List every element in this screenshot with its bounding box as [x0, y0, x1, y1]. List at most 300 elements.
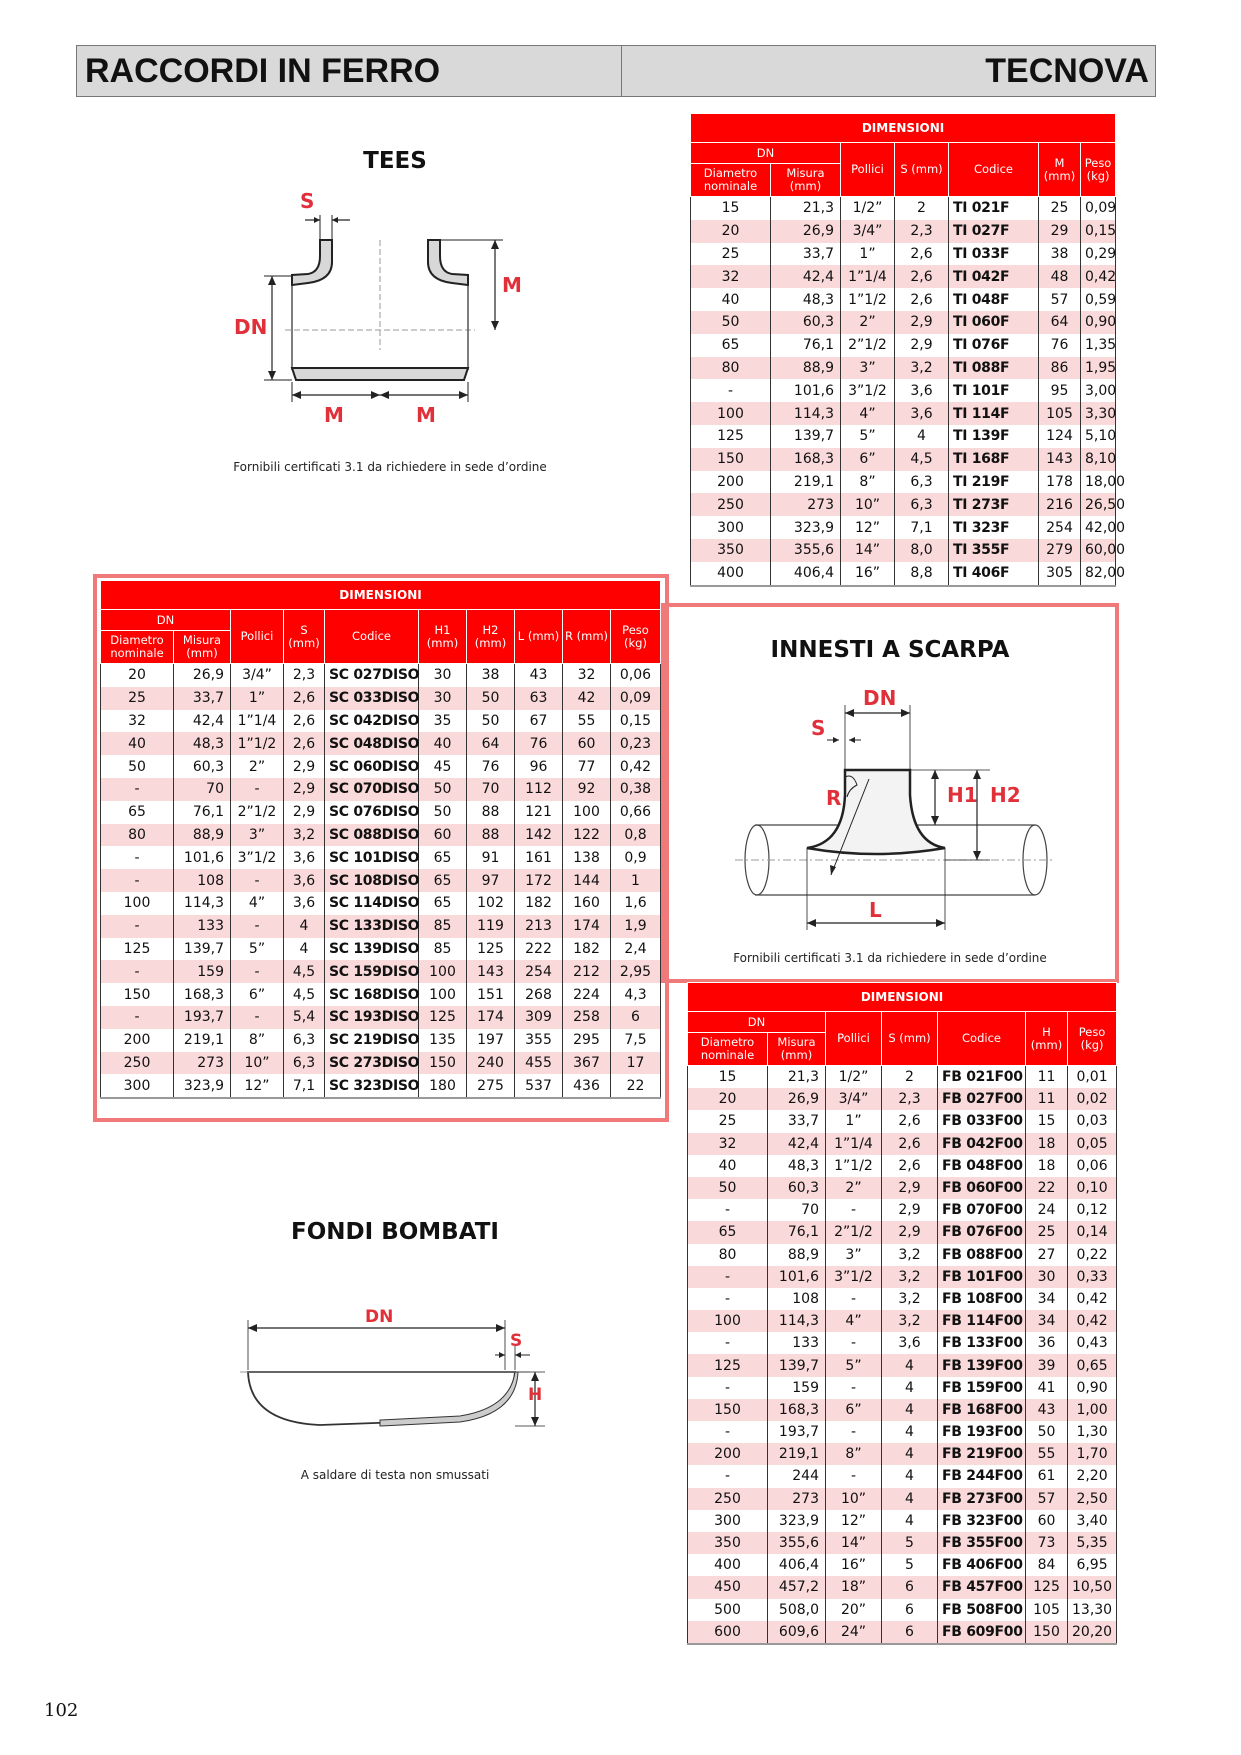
table-cell: 3,40	[1068, 1510, 1117, 1532]
table-cell: 1”1/2	[841, 288, 895, 311]
table-cell: 7,5	[611, 1029, 661, 1052]
table-cell: 2”	[826, 1177, 882, 1199]
table-cell: FB 021F00	[938, 1066, 1026, 1089]
table-cell: 108	[174, 869, 231, 892]
table-cell: 138	[563, 846, 611, 869]
table-cell: 193,7	[768, 1421, 826, 1443]
table-cell: FB 273F00	[938, 1488, 1026, 1510]
table-cell: 50	[688, 1177, 768, 1199]
table-cell: TI 076F	[949, 334, 1039, 357]
table-cell: 4	[882, 1443, 938, 1465]
table-cell: 41	[1026, 1377, 1068, 1399]
table-row	[101, 846, 661, 869]
table-cell: 57	[1026, 1488, 1068, 1510]
table-row	[688, 1199, 1117, 1221]
table-cell: 88,9	[771, 357, 841, 380]
table-cell: 125	[467, 938, 515, 961]
table-cell: 125	[691, 425, 771, 448]
table-cell: 5,10	[1081, 425, 1116, 448]
table-cell: 108	[768, 1288, 826, 1310]
table-cell: 3/4”	[826, 1088, 882, 1110]
table-cell: 6,3	[895, 493, 949, 516]
table-cell: 65	[419, 892, 467, 915]
table-cell: 2,9	[895, 311, 949, 334]
table-cell: 450	[688, 1576, 768, 1598]
table-cell: 114,3	[768, 1310, 826, 1332]
table-cell: 182	[563, 938, 611, 961]
table-cell: TI 323F	[949, 516, 1039, 539]
table-cell: 197	[467, 1029, 515, 1052]
fondi-diagram	[240, 1300, 560, 1430]
table-row	[688, 1354, 1117, 1376]
table-cell: 3/4”	[231, 664, 284, 687]
table-row	[691, 334, 1116, 357]
table-cell: 76,1	[174, 801, 231, 824]
table-row	[101, 938, 661, 961]
table-row	[688, 1532, 1117, 1554]
table-cell: 0,23	[611, 732, 661, 755]
table-cell: 57	[1039, 288, 1081, 311]
table-cell: 406,4	[771, 562, 841, 586]
tees-diagram	[220, 190, 540, 430]
table-cell: -	[231, 1006, 284, 1029]
table-cell: 174	[563, 915, 611, 938]
table-cell: TI 060F	[949, 311, 1039, 334]
table-cell: 1	[611, 869, 661, 892]
table-cell: 355	[515, 1029, 563, 1052]
table-cell: -	[826, 1332, 882, 1354]
innesti-label-l: L	[869, 898, 882, 922]
table-row	[688, 1133, 1117, 1155]
table-cell: 1”1/4	[231, 710, 284, 733]
table-cell: 8”	[231, 1029, 284, 1052]
table-cell: 455	[515, 1052, 563, 1075]
table-cell: FB 406F00	[938, 1554, 1026, 1576]
table-cell: 3/4”	[841, 220, 895, 243]
table-cell: SC 033DISO	[325, 687, 419, 710]
table-cell: 0,42	[1068, 1288, 1117, 1310]
table-cell: SC 042DISO	[325, 710, 419, 733]
table-cell: 3”	[826, 1244, 882, 1266]
table-cell: SC 060DISO	[325, 755, 419, 778]
table-cell: 0,15	[611, 710, 661, 733]
table-cell: 150	[419, 1052, 467, 1075]
table-cell: 11	[1026, 1088, 1068, 1110]
fondi-title: FONDI BOMBATI	[291, 1219, 499, 1245]
table-cell: SC 159DISO	[325, 960, 419, 983]
table-row	[691, 288, 1116, 311]
table-row	[688, 1332, 1117, 1354]
table-cell: FB 219F00	[938, 1443, 1026, 1465]
table-cell: 4	[895, 425, 949, 448]
table-cell: 2,9	[284, 801, 325, 824]
table-cell: 1”	[231, 687, 284, 710]
table-cell: SC 088DISO	[325, 824, 419, 847]
table-cell: 6”	[826, 1399, 882, 1421]
table-cell: SC 168DISO	[325, 983, 419, 1006]
table-cell: -	[231, 869, 284, 892]
table-cell: 42,4	[768, 1133, 826, 1155]
table-cell: 65	[419, 869, 467, 892]
table-cell: 24	[1026, 1199, 1068, 1221]
table-cell: 139,7	[771, 425, 841, 448]
table-cell: 100	[101, 892, 174, 915]
table-cell: 0,65	[1068, 1354, 1117, 1376]
fondi-table-body	[688, 1066, 1117, 1644]
table-cell: 143	[467, 960, 515, 983]
table-cell: 172	[515, 869, 563, 892]
table-cell: 30	[419, 687, 467, 710]
table-cell: 180	[419, 1074, 467, 1098]
table-cell: 5,4	[284, 1006, 325, 1029]
table-cell: 50	[419, 778, 467, 801]
table-cell: 268	[515, 983, 563, 1006]
table-cell: 150	[101, 983, 174, 1006]
table-cell: 8,10	[1081, 448, 1116, 471]
tees-table-body	[691, 197, 1126, 586]
table-cell: FB 139F00	[938, 1354, 1026, 1376]
table-cell: 4,5	[284, 960, 325, 983]
table-cell: 96	[515, 755, 563, 778]
tees-label-m-vertical: M	[502, 273, 522, 297]
table-cell: SC 108DISO	[325, 869, 419, 892]
table-cell: 6,3	[284, 1052, 325, 1075]
table-row	[101, 983, 661, 1006]
fondi-table	[687, 982, 1117, 1645]
table-cell: 12”	[826, 1510, 882, 1532]
table-cell: 48,3	[768, 1155, 826, 1177]
header-title: RACCORDI IN FERRO	[77, 46, 622, 96]
table-row	[691, 197, 1116, 220]
table-row	[101, 664, 661, 687]
table-cell: FB 508F00	[938, 1599, 1026, 1621]
table-cell: 32	[563, 664, 611, 687]
table-cell: FB 101F00	[938, 1266, 1026, 1288]
table-cell: 2,9	[895, 334, 949, 357]
table-cell: 250	[101, 1052, 174, 1075]
table-cell: 250	[691, 493, 771, 516]
table-cell: 144	[563, 869, 611, 892]
table-cell: 1”	[826, 1110, 882, 1132]
table-cell: 0,09	[1081, 197, 1116, 220]
table-cell: 80	[101, 824, 174, 847]
tees-col-s: S (mm)	[895, 143, 949, 197]
table-cell: 2,9	[882, 1177, 938, 1199]
table-cell: -	[688, 1421, 768, 1443]
table-row	[688, 1554, 1117, 1576]
table-cell: 4”	[231, 892, 284, 915]
table-row	[101, 778, 661, 801]
table-cell: 76	[515, 732, 563, 755]
table-cell: 18	[1026, 1133, 1068, 1155]
table-cell: 16”	[826, 1554, 882, 1576]
table-cell: 70	[174, 778, 231, 801]
table-cell: 17	[611, 1052, 661, 1075]
table-cell: 2,9	[882, 1221, 938, 1243]
table-cell: 42,00	[1081, 516, 1116, 539]
table-row	[691, 425, 1116, 448]
table-cell: 2,95	[611, 960, 661, 983]
table-cell: 0,42	[611, 755, 661, 778]
table-cell: FB 355F00	[938, 1532, 1026, 1554]
table-cell: 2,50	[1068, 1488, 1117, 1510]
table-cell: 124	[1039, 425, 1081, 448]
table-cell: 65	[688, 1221, 768, 1243]
table-cell: 2,3	[284, 664, 325, 687]
table-row	[691, 539, 1116, 562]
table-row	[688, 1443, 1117, 1465]
table-cell: 0,43	[1068, 1332, 1117, 1354]
table-cell: 6	[611, 1006, 661, 1029]
table-cell: 97	[467, 869, 515, 892]
table-row	[101, 732, 661, 755]
table-cell: 6	[882, 1576, 938, 1598]
table-cell: 135	[419, 1029, 467, 1052]
table-cell: 18,00	[1081, 471, 1116, 494]
table-cell: 22	[611, 1074, 661, 1098]
header-brand: TECNOVA	[985, 52, 1149, 90]
innesti-col-diametro: Diametro nominale	[101, 631, 174, 664]
table-row	[101, 1074, 661, 1098]
table-cell: 8”	[826, 1443, 882, 1465]
table-cell: 60	[1026, 1510, 1068, 1532]
table-cell: 1”1/4	[841, 265, 895, 288]
table-cell: 18”	[826, 1576, 882, 1598]
table-cell: 76	[1039, 334, 1081, 357]
table-cell: 0,09	[611, 687, 661, 710]
table-cell: 0,15	[1081, 220, 1116, 243]
table-cell: 2,6	[895, 243, 949, 266]
table-cell: 350	[691, 539, 771, 562]
table-cell: 29	[1039, 220, 1081, 243]
table-cell: 33,7	[174, 687, 231, 710]
table-cell: 323,9	[768, 1510, 826, 1532]
table-cell: -	[231, 915, 284, 938]
table-cell: 119	[467, 915, 515, 938]
table-row	[691, 493, 1116, 516]
table-cell: 273	[174, 1052, 231, 1075]
table-cell: 24”	[826, 1621, 882, 1644]
table-cell: 4,5	[895, 448, 949, 471]
table-row	[691, 265, 1116, 288]
table-cell: 30	[419, 664, 467, 687]
table-cell: 3,6	[284, 869, 325, 892]
table-cell: 2	[895, 197, 949, 220]
table-cell: FB 323F00	[938, 1510, 1026, 1532]
table-cell: 33,7	[768, 1110, 826, 1132]
table-cell: 114,3	[174, 892, 231, 915]
table-cell: 159	[174, 960, 231, 983]
table-cell: -	[101, 1006, 174, 1029]
table-cell: 25	[691, 243, 771, 266]
table-cell: -	[101, 778, 174, 801]
table-cell: 48,3	[174, 732, 231, 755]
fondi-label-h: H	[528, 1385, 543, 1405]
table-cell: 0,05	[1068, 1133, 1117, 1155]
table-cell: 45	[419, 755, 467, 778]
innesti-caption: Fornibili certificati 3.1 da richiedere in sede d’ordine	[733, 951, 1047, 965]
table-cell: 3”	[841, 357, 895, 380]
table-cell: SC 273DISO	[325, 1052, 419, 1075]
tees-label-m-right: M	[416, 403, 436, 427]
table-cell: FB 088F00	[938, 1244, 1026, 1266]
table-row	[101, 824, 661, 847]
table-cell: 50	[467, 687, 515, 710]
table-cell: 168,3	[771, 448, 841, 471]
table-cell: -	[826, 1199, 882, 1221]
table-cell: 4”	[826, 1310, 882, 1332]
table-row	[691, 562, 1116, 586]
innesti-col-l: L (mm)	[515, 610, 563, 664]
table-cell: -	[231, 778, 284, 801]
table-cell: TI 139F	[949, 425, 1039, 448]
fondi-table-dimensioni: DIMENSIONI	[688, 983, 1117, 1012]
table-cell: 50	[101, 755, 174, 778]
table-cell: 70	[467, 778, 515, 801]
table-cell: 0,42	[1081, 265, 1116, 288]
table-cell: 5”	[841, 425, 895, 448]
innesti-diagram	[735, 685, 1065, 930]
table-cell: 2,6	[895, 288, 949, 311]
table-cell: 2,9	[284, 755, 325, 778]
table-cell: 125	[419, 1006, 467, 1029]
table-cell: 125	[688, 1354, 768, 1376]
table-cell: 25	[101, 687, 174, 710]
table-cell: 26,9	[771, 220, 841, 243]
table-cell: 178	[1039, 471, 1081, 494]
table-cell: 64	[467, 732, 515, 755]
fondi-col-diametro: Diametro nominale	[688, 1033, 768, 1066]
tees-caption: Fornibili certificati 3.1 da richiedere in sede d’ordine	[233, 460, 547, 474]
table-row	[691, 220, 1116, 243]
table-cell: 4	[284, 938, 325, 961]
table-cell: 8”	[841, 471, 895, 494]
table-cell: 309	[515, 1006, 563, 1029]
table-cell: 76,1	[771, 334, 841, 357]
table-cell: 114,3	[771, 402, 841, 425]
table-cell: FB 133F00	[938, 1332, 1026, 1354]
table-cell: -	[688, 1332, 768, 1354]
table-cell: 36	[1026, 1332, 1068, 1354]
table-cell: 0,03	[1068, 1110, 1117, 1132]
table-cell: -	[688, 1465, 768, 1487]
table-cell: 6	[882, 1599, 938, 1621]
table-cell: 0,66	[611, 801, 661, 824]
table-cell: 168,3	[174, 983, 231, 1006]
table-cell: 0,02	[1068, 1088, 1117, 1110]
innesti-label-r: R	[826, 786, 842, 810]
table-cell: 1”1/2	[231, 732, 284, 755]
table-cell: 33,7	[771, 243, 841, 266]
table-cell: SC 219DISO	[325, 1029, 419, 1052]
table-cell: 101,6	[768, 1266, 826, 1288]
table-cell: TI 048F	[949, 288, 1039, 311]
table-cell: 40	[688, 1155, 768, 1177]
table-row	[688, 1377, 1117, 1399]
table-cell: 5	[882, 1554, 938, 1576]
table-cell: 40	[691, 288, 771, 311]
table-cell: 0,10	[1068, 1177, 1117, 1199]
table-row	[101, 1052, 661, 1075]
table-cell: TI 042F	[949, 265, 1039, 288]
table-row	[688, 1088, 1117, 1110]
fondi-table-dn: DN	[688, 1012, 826, 1033]
table-cell: 1,6	[611, 892, 661, 915]
table-cell: 150	[688, 1399, 768, 1421]
table-cell: 40	[419, 732, 467, 755]
table-cell: 50	[419, 801, 467, 824]
table-cell: 254	[1039, 516, 1081, 539]
table-cell: 143	[1039, 448, 1081, 471]
table-cell: 18	[1026, 1155, 1068, 1177]
table-cell: 20”	[826, 1599, 882, 1621]
table-cell: 20	[688, 1088, 768, 1110]
table-cell: SC 139DISO	[325, 938, 419, 961]
table-cell: 12”	[841, 516, 895, 539]
table-cell: -	[826, 1288, 882, 1310]
table-cell: 4	[882, 1510, 938, 1532]
table-cell: 212	[563, 960, 611, 983]
table-cell: 2”	[231, 755, 284, 778]
table-row	[688, 1066, 1117, 1089]
table-cell: 457,2	[768, 1576, 826, 1598]
table-cell: 216	[1039, 493, 1081, 516]
table-cell: 2”1/2	[826, 1221, 882, 1243]
fondi-col-pollici: Pollici	[826, 1012, 882, 1066]
table-cell: 80	[688, 1244, 768, 1266]
table-cell: 0,06	[1068, 1155, 1117, 1177]
table-cell: 13,30	[1068, 1599, 1117, 1621]
table-cell: 10”	[826, 1488, 882, 1510]
table-cell: FB 108F00	[938, 1288, 1026, 1310]
table-cell: 4,5	[284, 983, 325, 1006]
table-cell: 1/2”	[826, 1066, 882, 1089]
tees-table-dn: DN	[691, 143, 841, 164]
table-cell: 92	[563, 778, 611, 801]
table-row	[691, 311, 1116, 334]
tees-col-pollici: Pollici	[841, 143, 895, 197]
table-cell: 125	[101, 938, 174, 961]
table-cell: 4	[882, 1399, 938, 1421]
table-cell: FB 609F00	[938, 1621, 1026, 1644]
table-cell: 3,00	[1081, 379, 1116, 402]
tees-table-dimensioni: DIMENSIONI	[691, 114, 1116, 143]
table-cell: -	[688, 1266, 768, 1288]
table-cell: 65	[691, 334, 771, 357]
table-cell: 0,90	[1068, 1377, 1117, 1399]
table-row	[101, 801, 661, 824]
innesti-col-h2: H2 (mm)	[467, 610, 515, 664]
table-row	[101, 1006, 661, 1029]
table-cell: 50	[691, 311, 771, 334]
table-cell: 355,6	[771, 539, 841, 562]
table-cell: 6”	[231, 983, 284, 1006]
fondi-col-peso: Peso (kg)	[1068, 1012, 1117, 1066]
table-cell: 150	[1026, 1621, 1068, 1644]
table-cell: 27	[1026, 1244, 1068, 1266]
table-row	[691, 471, 1116, 494]
table-cell: 244	[768, 1465, 826, 1487]
table-cell: TI 355F	[949, 539, 1039, 562]
table-cell: 86	[1039, 357, 1081, 380]
table-cell: 1/2”	[841, 197, 895, 220]
table-cell: 64	[1039, 311, 1081, 334]
table-cell: 60	[563, 732, 611, 755]
table-row	[688, 1488, 1117, 1510]
table-cell: 85	[419, 915, 467, 938]
table-cell: 91	[467, 846, 515, 869]
table-cell: 5”	[826, 1354, 882, 1376]
